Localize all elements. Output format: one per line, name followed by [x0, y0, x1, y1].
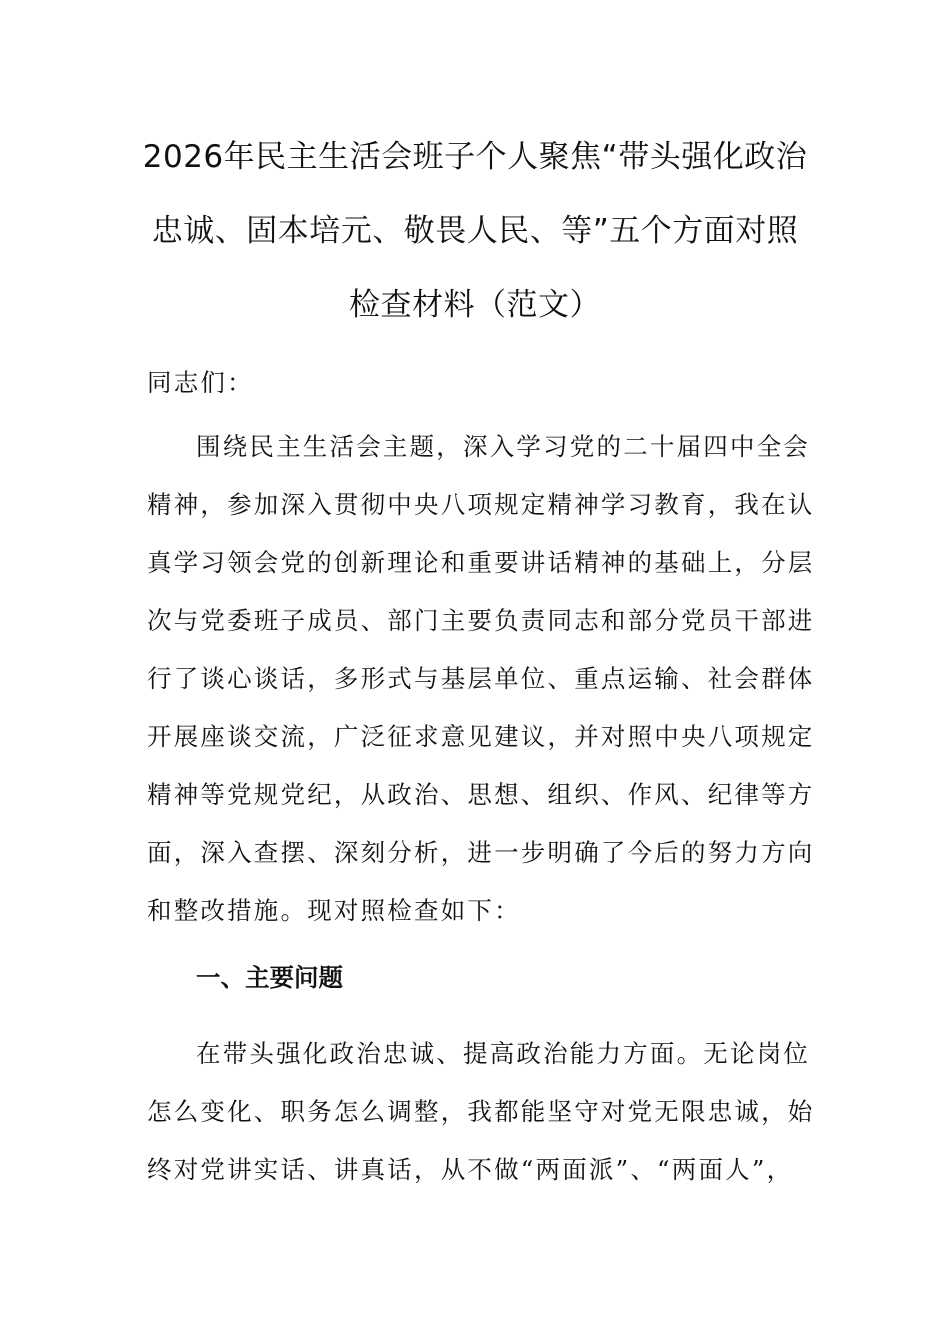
- intro-paragraph-line: 围绕民主生活会主题，深入学习党的二十届四中全会: [196, 432, 811, 461]
- salutation: 同志们：: [147, 368, 254, 397]
- section-paragraph-line: 在带头强化政治忠诚、提高政治能力方面。无论岗位: [196, 1039, 811, 1068]
- intro-paragraph-line: 面，深入查摆、深刻分析，进一步明确了今后的努力方向: [147, 838, 815, 867]
- intro-paragraph-line: 真学习领会党的创新理论和重要讲话精神的基础上，分层: [147, 548, 815, 577]
- intro-paragraph-line: 精神，参加深入贯彻中央八项规定精神学习教育，我在认: [147, 490, 815, 519]
- document-title-line-3: 检查材料（范文）: [349, 287, 601, 323]
- intro-paragraph-line: 开展座谈交流，广泛征求意见建议，并对照中央八项规定: [147, 722, 815, 751]
- intro-paragraph-line: 次与党委班子成员、部门主要负责同志和部分党员干部进: [147, 606, 815, 635]
- intro-paragraph-line: 和整改措施。现对照检查如下：: [147, 896, 521, 925]
- section-paragraph-line: 终对党讲实话、讲真话，从不做“两面派”、“两面人”，: [147, 1155, 794, 1184]
- document-title-line-1: 2026年民主生活会班子个人聚焦“带头强化政治: [142, 139, 808, 175]
- section-paragraph-line: 怎么变化、职务怎么调整，我都能坚守对党无限忠诚，始: [147, 1097, 815, 1126]
- section-heading: 一、主要问题: [196, 963, 343, 992]
- intro-paragraph-line: 行了谈心谈话，多形式与基层单位、重点运输、社会群体: [147, 664, 815, 693]
- intro-paragraph-line: 精神等党规党纪，从政治、思想、组织、作风、纪律等方: [147, 780, 815, 809]
- document-title-line-2: 忠诚、固本培元、敬畏人民、等”五个方面对照: [151, 213, 799, 249]
